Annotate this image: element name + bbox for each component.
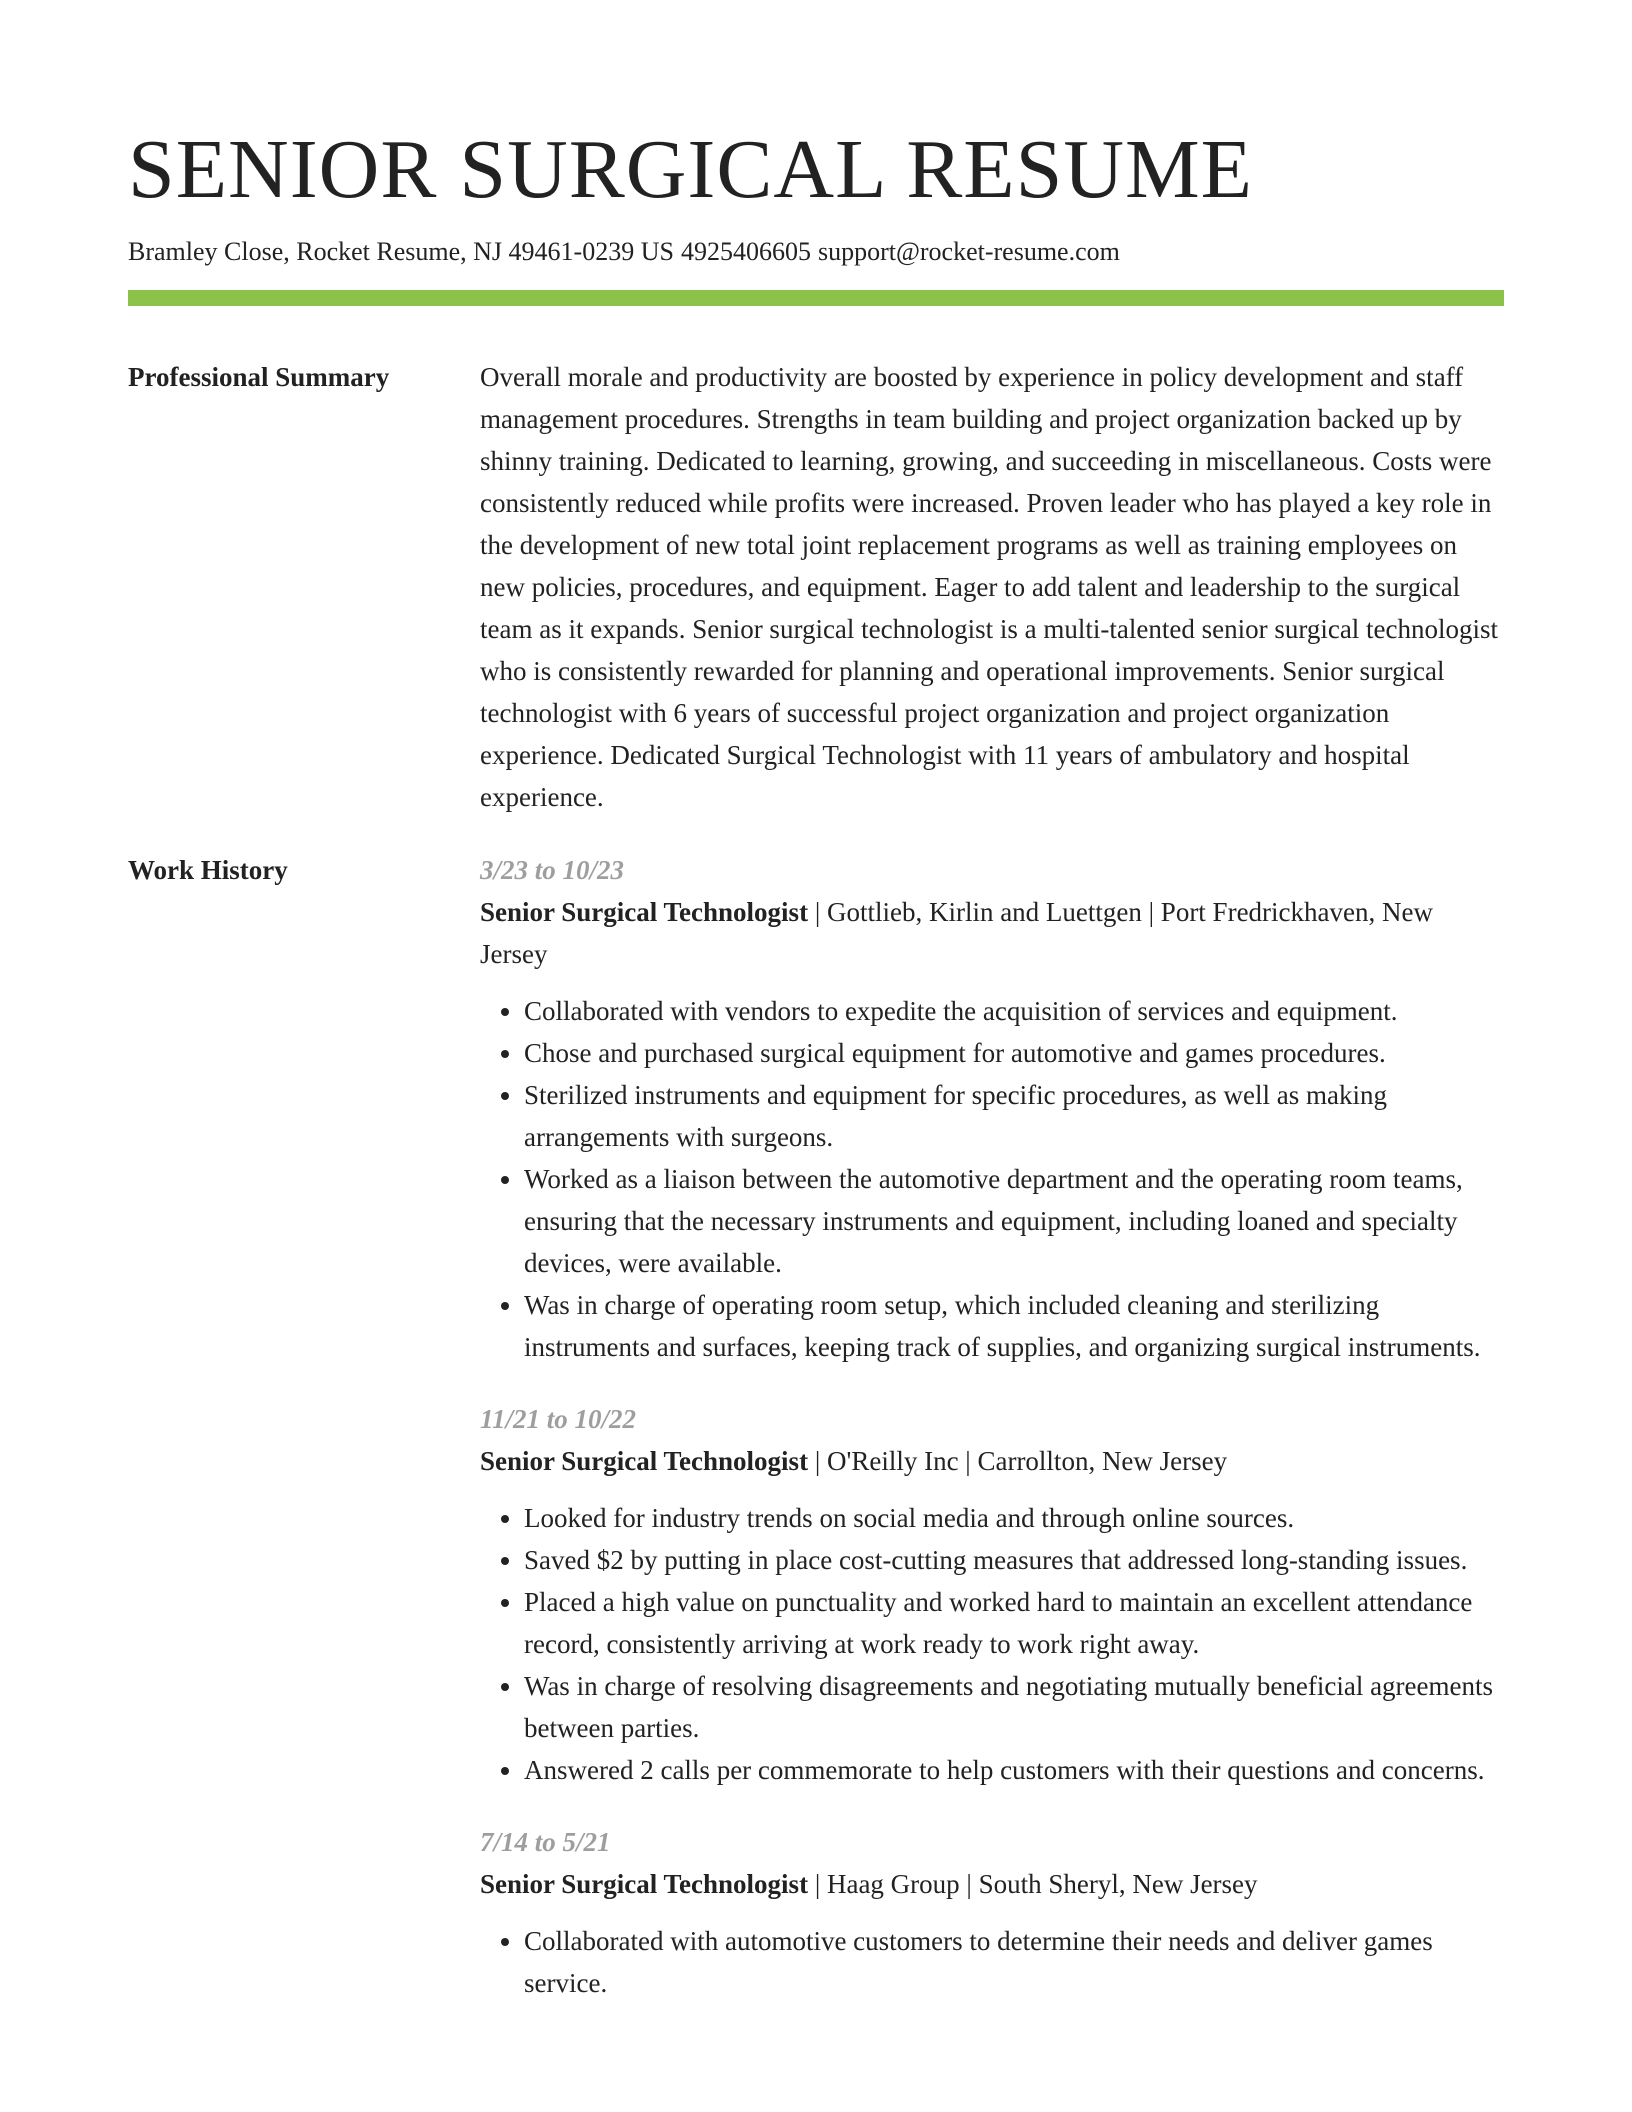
job-bullet: • Answered 2 calls per commemorate to help customers with their questions and concerns. xyxy=(524,1749,1504,1791)
header-divider xyxy=(128,290,1504,306)
job-bullet: • Collaborated with automotive customers to determine their needs and deliver games service. xyxy=(524,1920,1504,2004)
job-entry xyxy=(480,1398,1504,1791)
job-bullet: • Worked as a liaison between the automotive department and the operating room teams, ensuring that the necessary instruments and equipment, including loaned and specialty devices, were available. xyxy=(524,1158,1504,1284)
job-bullet: • Looked for industry trends on social media and through online sources. xyxy=(524,1497,1504,1539)
job-entry xyxy=(480,849,1504,1368)
job-bullet: • Collaborated with vendors to expedite the acquisition of services and equipment. xyxy=(524,990,1504,1032)
job-title-line xyxy=(480,891,1504,975)
job-title-line xyxy=(480,1440,1504,1482)
resume-title: SENIOR SURGICAL RESUME xyxy=(128,123,1253,216)
job-bullet: • Placed a high value on punctuality and worked hard to maintain an excellent attendance record, consistently arriving at work ready to work right away. xyxy=(524,1581,1504,1665)
job-details: | Gottlieb, Kirlin and Luettgen | Port Fredrickhaven, New Jersey xyxy=(480,897,1433,969)
professional-summary-section xyxy=(128,356,1504,818)
job-title: Senior Surgical Technologist xyxy=(480,1446,809,1476)
job-details: | Haag Group | South Sheryl, New Jersey xyxy=(808,1869,1258,1899)
contact-email: support@rocket-resume.com xyxy=(817,237,1120,266)
job-bullets xyxy=(480,1497,1504,1791)
section-label-work-history: Work History xyxy=(128,855,288,885)
job-bullets xyxy=(480,990,1504,1368)
job-bullet: • Was in charge of operating room setup, which included cleaning and sterilizing instruments and surfaces, keeping track of supplies, and organizing surgical instruments. xyxy=(524,1284,1504,1368)
job-title-line xyxy=(480,1863,1504,1905)
contact-address: Bramley Close, Rocket Resume, NJ 49461-0239 US xyxy=(128,237,674,266)
summary-text: Overall morale and productivity are boosted by experience in policy development and staff management procedures. Strengths in team building and project organization backed up by shinny training. Dedicated to learning, growing, and succeeding in miscellaneous. Costs were consistently reduced while profits were increased. Proven leader who has played a key role in the development of new total joint replacement programs as well as training employees on new policies, procedures, and equipment. Eager to add talent and leadership to the surgical team as it expands. Senior surgical technologist is a multi-talented senior surgical technologist who is consistently rewarded for planning and operational improvements. Senior surgical technologist with 6 years of successful project organization and project organization experience. Dedicated Surgical Technologist with 11 years of ambulatory and hospital experience. xyxy=(480,362,1499,812)
job-bullet: • Chose and purchased surgical equipment for automotive and games procedures. xyxy=(524,1032,1504,1074)
job-dates: 7/14 to 5/21 xyxy=(480,1827,611,1857)
job-bullets xyxy=(480,1920,1504,2004)
job-entry xyxy=(480,1821,1504,2004)
job-bullet: • Sterilized instruments and equipment for specific procedures, as well as making arrangements with surgeons. xyxy=(524,1074,1504,1158)
work-history-section xyxy=(128,849,1504,2034)
job-title: Senior Surgical Technologist xyxy=(480,1869,809,1899)
contact-phone: 4925406605 xyxy=(680,237,811,266)
contact-line xyxy=(128,234,1504,270)
job-title: Senior Surgical Technologist xyxy=(480,897,809,927)
job-dates: 3/23 to 10/23 xyxy=(480,855,625,885)
job-details: | O'Reilly Inc | Carrollton, New Jersey xyxy=(808,1446,1228,1476)
section-label-summary: Professional Summary xyxy=(128,362,390,392)
resume-page xyxy=(128,0,1504,2034)
job-bullet: • Was in charge of resolving disagreements and negotiating mutually beneficial agreements between parties. xyxy=(524,1665,1504,1749)
job-bullet: • Saved $2 by putting in place cost-cutting measures that addressed long-standing issues. xyxy=(524,1539,1504,1581)
job-dates: 11/21 to 10/22 xyxy=(480,1404,637,1434)
